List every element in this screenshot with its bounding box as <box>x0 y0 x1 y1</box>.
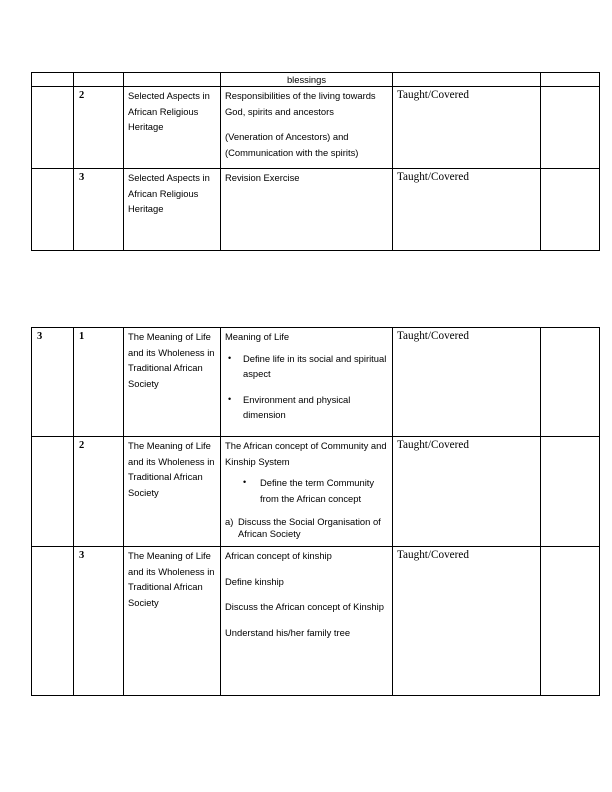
content-cell <box>221 547 393 696</box>
lesson-number: 3 <box>74 547 124 696</box>
status-cell: Taught/Covered <box>393 328 541 437</box>
list-item <box>225 475 388 506</box>
content-title: Meaning of Life <box>225 331 290 342</box>
table-row <box>32 73 600 87</box>
content-line: African concept of kinship <box>225 550 332 561</box>
topic-cell: The Meaning of Life and its Wholeness in Traditional African Society <box>124 547 221 696</box>
content-line: Understand his/her family tree <box>225 626 351 638</box>
content-cell <box>221 87 393 169</box>
content-line: Discuss the African concept of Kinship <box>225 601 384 612</box>
scheme-table <box>31 327 600 696</box>
status-cell: Taught/Covered <box>393 437 541 547</box>
remarks-cell <box>541 73 600 87</box>
bullet-text: Environment and physical dimension <box>243 393 351 420</box>
lesson-number: 3 <box>74 169 124 251</box>
bullet-icon: • <box>228 393 232 404</box>
table-row <box>32 169 600 251</box>
lettered-label: a) <box>225 516 234 527</box>
topic-cell: Selected Aspects in African Religious Heritage <box>124 169 221 251</box>
lettered-item <box>225 516 388 539</box>
content-line: Define kinship <box>225 575 284 587</box>
week-cell <box>32 87 74 169</box>
table-row <box>32 87 600 169</box>
content-cell: Revision Exercise <box>221 169 393 251</box>
bullet-icon: • <box>228 352 232 363</box>
status-cell <box>393 73 541 87</box>
remarks-cell <box>541 547 600 696</box>
remarks-cell <box>541 328 600 437</box>
status-cell: Taught/Covered <box>393 547 541 696</box>
content-continuation: blessings <box>221 73 393 87</box>
week-cell <box>32 169 74 251</box>
scheme-table-continued <box>31 72 600 251</box>
lesson-number: 1 <box>74 328 124 437</box>
topic-cell <box>124 73 221 87</box>
table-row <box>32 328 600 437</box>
lesson-number: 2 <box>74 87 124 169</box>
remarks-cell <box>541 87 600 169</box>
content-cell <box>221 437 393 547</box>
week-cell <box>32 547 74 696</box>
week-cell <box>32 73 74 87</box>
content-title: The African concept of Community and Kinship System <box>225 440 387 467</box>
lesson-number: 2 <box>74 437 124 547</box>
week-cell <box>32 437 74 547</box>
topic-cell: Selected Aspects in African Religious Heritage <box>124 87 221 169</box>
content-main: Responsibilities of the living towards God, spirits and ancestors <box>225 90 376 117</box>
remarks-cell <box>541 437 600 547</box>
topic-cell: The Meaning of Life and its Wholeness in Traditional African Society <box>124 437 221 547</box>
status-cell: Taught/Covered <box>393 169 541 251</box>
list-item <box>225 392 388 423</box>
status-cell: Taught/Covered <box>393 87 541 169</box>
week-number: 3 <box>32 328 74 437</box>
lettered-text: Discuss the Social Organisation of African Society <box>238 516 381 539</box>
table-row <box>32 547 600 696</box>
content-cell <box>221 328 393 437</box>
bullet-text: Define life in its social and spiritual aspect <box>243 352 387 379</box>
bullet-list <box>225 351 388 423</box>
content-extra: (Veneration of Ancestors) and (Communication with the spirits) <box>225 131 359 158</box>
lesson-cell <box>74 73 124 87</box>
bullet-text: Define the term Community from the African concept <box>260 477 375 504</box>
topic-cell: The Meaning of Life and its Wholeness in Traditional African Society <box>124 328 221 437</box>
bullet-icon: • <box>243 477 247 487</box>
table-row <box>32 437 600 547</box>
bullet-list <box>225 475 388 506</box>
list-item <box>225 351 388 382</box>
remarks-cell <box>541 169 600 251</box>
